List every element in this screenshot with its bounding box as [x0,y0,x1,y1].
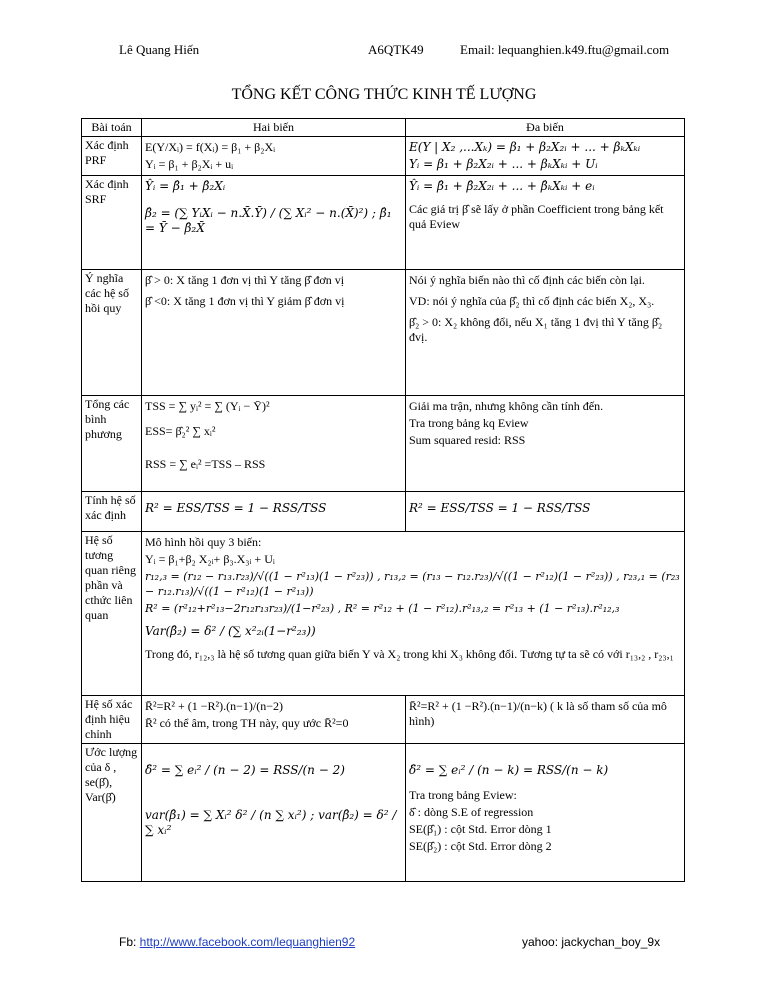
page-title: TỔNG KẾT CÔNG THỨC KINH TẾ LƯỢNG [231,86,537,103]
formula-line: SE(β̂₁) : cột Std. Error dòng 1 [409,822,552,836]
formula-line: ESS= β̂₂² ∑ xᵢ² [145,424,216,438]
formula-table [81,118,685,882]
multi-var-cell [406,270,685,396]
formula-line: Các giá trị β̂ sẽ lấy ở phần Coefficient trong bảng kết quả Eview [409,202,664,231]
class-code: A6QTK49 [368,42,424,57]
formula-line: var(β̂₁) = ∑ Xᵢ² δ² / (n ∑ xᵢ²) ; var(β̂₂) = δ² / ∑ xᵢ² [145,808,397,837]
formula-line: Yᵢ = β₁ + β₂X₂ᵢ + ... + βₖXₖᵢ + Uᵢ [409,157,598,171]
footer-yahoo: yahoo: jackychan_boy_9x [522,935,661,949]
formula-line: E(Y/Xᵢ) = f(Xᵢ) = β₁ + β₂Xᵢ [145,140,276,154]
multi-var-cell [406,744,685,882]
formula-line: Sum squared resid: RSS [409,433,526,447]
formula-line: δ̂² = ∑ eᵢ² / (n − k) = RSS/(n − k) [409,763,609,777]
multi-var-cell [406,137,685,176]
table-row [82,696,685,744]
formula-line: β̂₂ = (∑ YᵢXᵢ − n.X̄.Ȳ) / (∑ Xᵢ² − n.(X̄)²) ; β̂₁ = Ȳ − β̂₂X̄ [145,206,392,235]
two-var-cell [142,696,406,744]
table-row [82,744,685,882]
multi-var-cell [406,176,685,270]
row-topic: Tổng các bình phương [82,396,142,492]
column-header: Đa biến [406,119,685,137]
formula-line: Ŷᵢ = β̂₁ + β̂₂X₂ᵢ + ... + β̂ₖXₖᵢ + eᵢ [409,179,595,193]
formula-line: R² = (r²₁₂+r²₁₃−2r₁₂r₁₃r₂₃)/(1−r²₂₃) , R² = r²₁₂ + (1 − r²₁₂).r²₁₃,₂ = r²₁₃ + (1 − r²₁₃).r²₁₂,₃ [145,602,620,615]
formula-line: TSS = ∑ yᵢ² = ∑ (Yᵢ − Ȳ)² [145,399,270,413]
table-row [82,396,685,492]
table-header-row [82,119,685,137]
author-name: Lê Quang Hiến [119,42,200,57]
row-topic: Hệ số tương quan riêng phần và cthức liên quan [82,532,142,696]
footer-facebook [119,935,355,949]
merged-cell [142,532,685,696]
formula-line: Ŷᵢ = β̂₁ + β̂₂Xᵢ [145,179,226,193]
formula-line: Yᵢ = β₁ + β₂Xᵢ + uᵢ [145,157,234,171]
two-var-cell [142,137,406,176]
row-topic: Hệ số xác định hiệu chỉnh [82,696,142,744]
facebook-link[interactable]: http://www.facebook.com/lequanghien92 [139,935,356,949]
column-header: Hai biến [142,119,406,137]
formula-line: R̄²=R² + (1 −R²).(n−1)/(n−k) ( k là số tham số của mô hình) [409,699,667,728]
two-var-cell [142,176,406,270]
formula-line: Yᵢ = β₁+β₂ X₂ᵢ+ β₃.X₃ᵢ + Uᵢ [145,552,275,566]
two-var-cell [142,270,406,396]
formula-line: E(Y | X₂ ,...Xₖ) = β₁ + β₂X₂ᵢ + ... + βₖXₖᵢ [409,140,641,154]
formula-line: R² = ESS/TSS = 1 − RSS/TSS [409,501,591,515]
formula-line: Mô hình hồi quy 3 biến: [145,535,262,549]
facebook-label: Fb: [119,935,140,949]
table-row [82,137,685,176]
row-topic: Ý nghĩa các hệ số hồi quy [82,270,142,396]
formula-line: δ̂ : dòng S.E of regression [409,805,534,819]
multi-var-cell [406,696,685,744]
multi-var-cell [406,396,685,492]
column-header: Bài toán [82,119,142,137]
two-var-cell [142,396,406,492]
row-topic: Xác định SRF [82,176,142,270]
table-row [82,270,685,396]
two-var-cell [142,492,406,532]
formula-line: Trong đó, r₁₂,₃ là hệ số tương quan giữa biến Y và X₂ trong khi X₃ không đổi. Tương tự ta sẽ có với r₁₃,₂ , r₂₃,₁ [145,647,674,661]
formula-line: r₁₂,₃ = (r₁₂ − r₁₃.r₂₃)/√((1 − r²₁₃)(1 − r²₂₃)) , r₁₃,₂ = (r₁₃ − r₁₂.r₂₃)/√((1 − r²₁₂)(1 − r²₂₃)) , r₂₃,₁ = (r₂₃ − r₁₂.r₁₃)/√((1 − r²₁₂)(1 − r²₁₃)) [145,570,680,598]
formula-line: Giải ma trận, nhưng không cần tính đến. [409,399,604,413]
row-topic: Ước lượng của δ , se(β̂), Var(β̂) [82,744,142,882]
formula-line: Nói ý nghĩa biến nào thì cố định các biến còn lại. [409,273,645,287]
formula-line: Tra trong bảng kq Eview [409,416,529,430]
formula-line: Tra trong bảng Eview: [409,788,517,802]
formula-line: Var(β̂₂) = δ² / (∑ x²₂ᵢ(1−r²₂₃)) [145,624,316,638]
multi-var-cell [406,492,685,532]
formula-line: β̂ <0: X tăng 1 đơn vị thì Y giảm β̂ đơn vị [145,294,345,308]
formula-line: β̂ > 0: X tăng 1 đơn vị thì Y tăng β̂ đơn vị [145,273,345,287]
author-email: Email: lequanghien.k49.ftu@gmail.com [460,42,670,57]
formula-line: RSS = ∑ eᵢ² =TSS – RSS [145,457,266,471]
formula-line: VD: nói ý nghĩa của β̂₂ thì cố định các biến X₂, X₃. [409,294,655,308]
formula-line: R̄² có thể âm, trong TH này, quy ước R̄²=0 [145,716,349,730]
table-row [82,176,685,270]
formula-line: R̄²=R² + (1 −R²).(n−1)/(n−2) [145,699,283,713]
formula-line: SE(β̂₂) : cột Std. Error dòng 2 [409,839,552,853]
two-var-cell [142,744,406,882]
formula-line: β̂₂ > 0: X₂ không đổi, nếu X₁ tăng 1 đvị thì Y tăng β̂₂ đvị. [409,315,663,344]
table-row [82,532,685,696]
table-row [82,492,685,532]
formula-line: δ̂² = ∑ eᵢ² / (n − 2) = RSS/(n − 2) [145,763,345,777]
row-topic: Xác định PRF [82,137,142,176]
row-topic: Tính hệ số xác định [82,492,142,532]
formula-line: R² = ESS/TSS = 1 − RSS/TSS [145,501,327,515]
